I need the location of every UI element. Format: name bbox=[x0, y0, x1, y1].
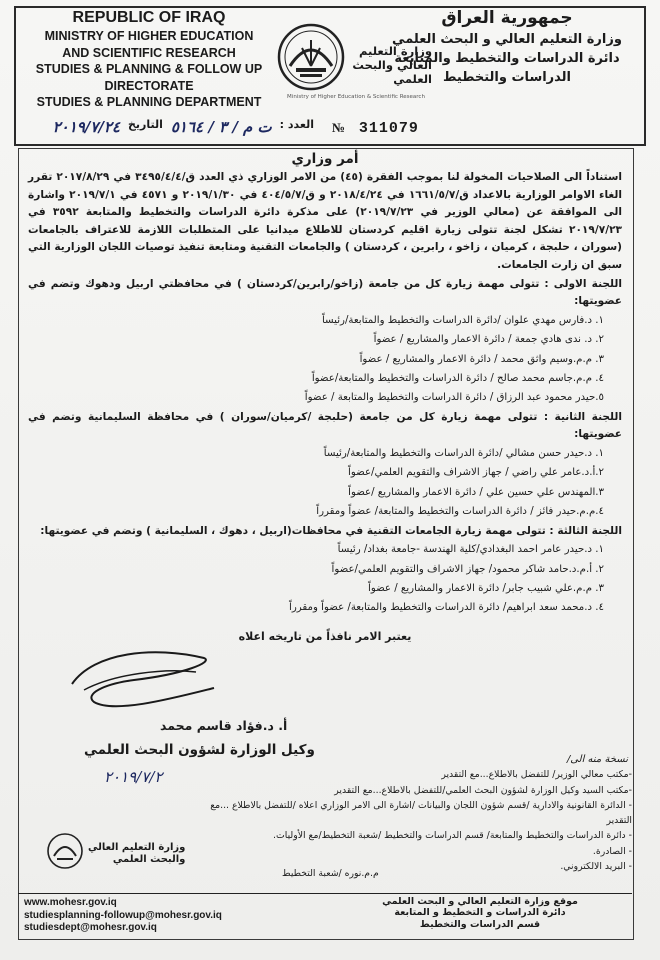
committee-member: ٣. م.م.وسيم واثق محمد / دائرة الاعمار والمشاريع / عضواً bbox=[359, 353, 604, 365]
date-value: ٢٠١٩/٧/٢٤ bbox=[52, 118, 120, 136]
header-ar-line: دائرة الدراسات والتخطيط والمتابعة bbox=[394, 51, 620, 66]
closing-line: يعتبر الامر نافذاً من تاريخه اعلاه bbox=[238, 629, 412, 643]
committee-member: ٢.أ.د.عامر علي راضي / جهاز الاشراف والتقويم العلمي/عضواً bbox=[348, 467, 604, 479]
committee-member: ٥.حيدر محمود عبد الرزاق / دائرة الدراسات والتخطيط والمتابعة / عضواً bbox=[304, 392, 604, 404]
ministry-stamp-icon bbox=[46, 832, 84, 870]
ref-label: العدد : bbox=[279, 118, 314, 131]
header-ar-line: جمهورية العراق bbox=[441, 8, 573, 28]
footer-contacts bbox=[24, 897, 222, 935]
signatory-name: أ. د.فؤاد قاسم محمد bbox=[160, 718, 288, 733]
document-number bbox=[332, 120, 419, 137]
committee-member: ٤.م.م.حيدر فائز / دائرة الدراسات والتخطيط والمتابعة/ عضواً ومقرراً bbox=[316, 506, 604, 518]
header-en-line: MINISTRY OF HIGHER EDUCATION bbox=[44, 29, 254, 43]
date-label: التاريخ bbox=[127, 118, 163, 131]
header-ar-line: الدراسات والتخطيط bbox=[442, 70, 572, 85]
committee-head: اللجنة الثالثة : تتولى مهمة زيارة الجامعات التقنية في محافظات(اربيل ، دهوك ، السليمانية ) وتضم في عضويتها: bbox=[40, 524, 622, 537]
ref-value: ت م / ٣ / ٥١٦٤ bbox=[170, 118, 272, 136]
copy-item: - الصادرة. bbox=[592, 845, 632, 857]
committee-member: ٤. د.محمد سعد ابراهيم/ دائرة الدراسات والتخطيط والمتابعة/ عضواً ومقرراً bbox=[289, 602, 604, 614]
order-content bbox=[28, 150, 622, 645]
copy-item: - البريد الالكتروني. bbox=[560, 861, 632, 873]
signature-date: ٢٠١٩/٧/٢ bbox=[104, 768, 163, 786]
copies-heading: نسخة منه الى/ bbox=[566, 754, 628, 765]
header-en-line: REPUBLIC OF IRAQ bbox=[72, 9, 226, 26]
committee-member: ١. د.حيدر عامر احمد البغدادي/كلية الهندسة -جامعة بغداد/ رئيساً bbox=[337, 544, 604, 556]
document-author: م.م.نوره /شعبة التخطيط bbox=[282, 868, 379, 879]
logo-subcaption: Ministry of Higher Education & Scientific Research bbox=[287, 94, 425, 100]
number-sign: № bbox=[332, 120, 346, 135]
committee-head: اللجنة الثانية : تتولى مهمة زيارة كل من جامعة (حلبجة /كرميان/سوران ) في محافظة السليمانية وتضم في عضويتها: bbox=[28, 410, 622, 441]
copy-item: - الدائرة القانونية والادارية /قسم شؤون اللجان والبيانات /اشارة الى الامر الوزاري اعلاه /للتفضل بالاطلاع ...مع التقدير bbox=[210, 799, 632, 827]
footer-email[interactable]: studiesplanning-followup@mohesr.gov.iq bbox=[24, 909, 222, 921]
copies-list bbox=[192, 752, 632, 874]
ministry-logo-icon bbox=[276, 22, 346, 92]
copy-item: -مكتب السيد وكيل الوزارة لشؤون البحث العلمي/للتفضل بالاطلاع...مع التقدير bbox=[334, 784, 632, 796]
committee-member: ١. د.حيدر حسن مشالي /دائرة الدراسات والتخطيط والمتابعة/رئيساً bbox=[323, 447, 604, 459]
committee-member: ٤. م.م.جاسم محمد صالح / دائرة الدراسات والتخطيط والمتابعة/عضواً bbox=[311, 372, 604, 384]
committee-head: اللجنة الاولى : تتولى مهمة زيارة كل من جامعة (زاخو/رابرين/كردستان ) في محافظتي اربيل ودهوك وتضم في عضويتها: bbox=[28, 277, 622, 308]
stamp-caption bbox=[88, 842, 185, 866]
footer-ar-line: دائرة الدراسات و التخطيط و المتابعة bbox=[394, 907, 566, 919]
stamp-line: والبحث العلمي bbox=[112, 854, 186, 865]
footer-ar-line: قسم الدراسات والتخطيط bbox=[419, 918, 541, 930]
footer-email[interactable]: studiesdept@mohesr.gov.iq bbox=[24, 922, 157, 934]
committee-member: ٣.المهندس علي حسين علي / دائرة الاعمار والمشاريع /عضواً bbox=[348, 486, 604, 498]
number-value: 311079 bbox=[358, 120, 419, 137]
copy-item: - دائرة الدراسات والتخطيط والمتابعة/ قسم الدراسات والتخطيط /شعبة التخطيط/مع الأوليات. bbox=[273, 830, 632, 842]
order-title: أمر وزاري bbox=[291, 151, 359, 167]
committee-member: ١. د.فارس مهدي علوان /دائرة الدراسات والتخطيط والمتابعة/رئيساً bbox=[321, 314, 604, 326]
header-ar-line: وزارة التعليم العالي و البحث العلمي bbox=[392, 32, 622, 47]
order-intro: استناداً الى الصلاحيات المخولة لنا بموجب الفقرة (٤٥) من الامر الوزاري ذي العدد ق/٣٤٩٥/٤/٤ في ٢٠١٧/٨/٢٩ تقرر الغاء الاوامر الوزارية بالاعداد ق/١٦٦١/٥/٧ في ٢٠١٨/٤/٢٤ و ق/٤٠٤/٥/٧ في ٢٠١٩/١/٣٠ و ٤٥٧١ في ٢٠١٩/٧/١ واشارة الى الموافقة عن (معالي الوزير في ٢٠١٩/٧/٢٣) على مذكرة دائرة الدراسات والتخطيط والمتابعة ٣٥٩٢ في ٢٠١٩/٧/٢٣ تشكل لجنة تتولى زيارة اقليم كردستان للاطلاع ميدانيا على المتطلبات اللازمة للاعتراف بالجامعات (سوران ، حلبجة ، كرميان ، زاخو ، رابرين ، كردستان ) والجامعات التقنية ومتابعة تنفيذ توصيات اللجان الوزارية التي سبق ان زارت الجامعات. bbox=[28, 171, 623, 271]
stamp-line: وزارة التعليم العالي bbox=[88, 842, 186, 853]
header-en-line: STUDIES & PLANNING & FOLLOW UP DIRECTORATE bbox=[35, 62, 263, 93]
signatory-title: وكيل الوزارة لشؤون البحث العلمي bbox=[84, 742, 315, 758]
committee-member: ٢. د. ندى هادي جمعة / دائرة الاعمار والمشاريع / عضواً bbox=[373, 334, 604, 346]
handwritten-signature-icon bbox=[64, 644, 224, 716]
committee-member: ٢. أ.م.د.حامد شاكر محمود/ جهاز الاشراف والتقويم العلمي/عضواً bbox=[331, 563, 604, 575]
footer-arabic bbox=[330, 896, 630, 930]
header-english bbox=[18, 8, 280, 111]
footer-ar-line: موقع وزارة التعليم العالي و البحث العلمي bbox=[382, 896, 578, 907]
reference-line bbox=[18, 118, 314, 136]
footer-divider bbox=[18, 893, 632, 894]
footer-website[interactable]: www.mohesr.gov.iq bbox=[24, 897, 117, 908]
logo-caption: وزارة التعليم العالي والبحث العلمي bbox=[352, 44, 432, 86]
header-en-line: AND SCIENTIFIC RESEARCH bbox=[62, 45, 236, 60]
header-en-line: STUDIES & PLANNING DEPARTMENT bbox=[36, 95, 262, 109]
copy-item: -مكتب معالي الوزير/ للتفضل بالاطلاع...مع التقدير bbox=[441, 769, 632, 781]
committee-member: ٣. م.م.علي شبيب جابر/ دائرة الاعمار والمشاريع / عضواً bbox=[368, 583, 604, 594]
